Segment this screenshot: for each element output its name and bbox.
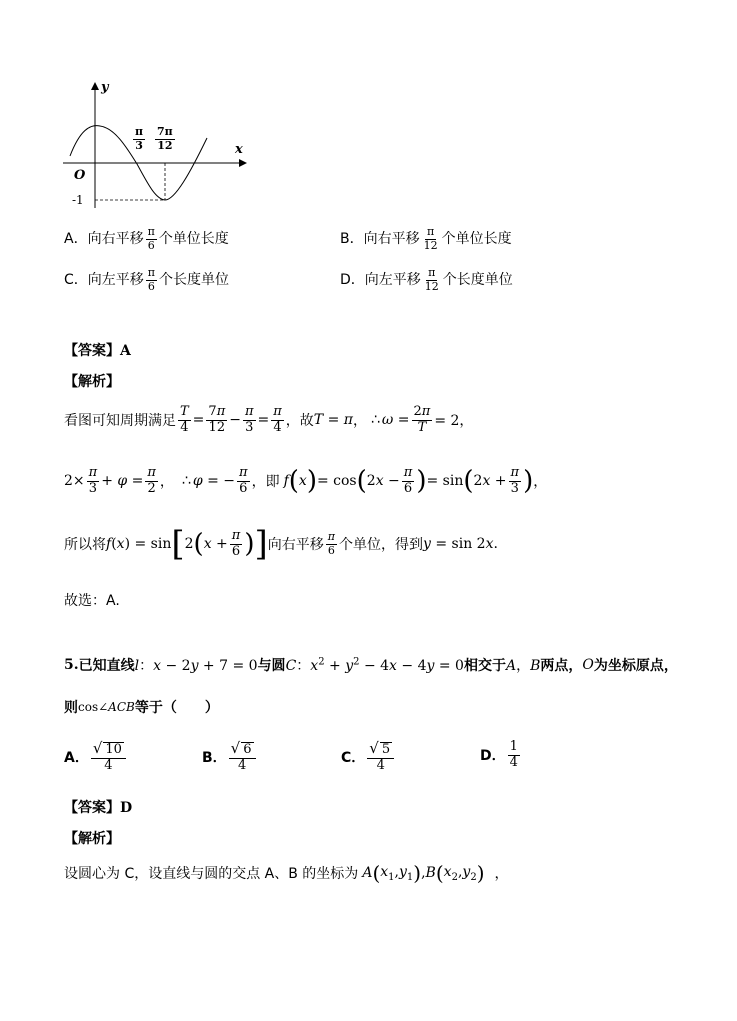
q5-option-a: A． $\frac{√ 10}{4}$: [64, 740, 128, 774]
q5-stem-line2: 则 cos∠ACB 等于（ ）: [64, 700, 219, 716]
origin-label: O: [74, 168, 86, 183]
q5-option-b: B． $\frac{√ 6}{4}$: [202, 740, 258, 774]
q4-analysis-line1: 看图可知周期满足 $\frac{T}{4}$ = $\frac{7\pi}{12}$ − $\frac{\pi}{3}$ = $\frac{\pi}{4}$ ，故 T = π ， ∴ ω = $\frac{2\pi}{T}$ = 2，: [64, 404, 474, 435]
tick-7pi-over-12: $\frac{7\pi}{12}$: [157, 125, 173, 152]
minus-one-label: -1: [72, 193, 84, 207]
x-axis-label: x: [235, 142, 243, 157]
q5-option-d: D． $\frac{1}{4}$: [480, 739, 518, 770]
q5-answer: 【答案】D: [64, 800, 133, 816]
q4-analysis-line3: 所以将 f(x) = sin [ 2 ( x + $\frac{\pi}{6}$ ) ] 向右平移 $\frac{\pi}{6}$ 个单位，得到 y = sin 2x.: [64, 524, 498, 564]
q4-answer: 【答案】A: [64, 343, 131, 359]
q5-option-c: C． $\frac{√ 5}{4}$: [341, 740, 396, 774]
q4-option-a: A．向右平移 $\frac{\pi}{6}$ 个单位长度: [64, 225, 229, 252]
q4-analysis-line2: 2× $\frac{\pi}{3}$ + φ = $\frac{\pi}{2}$ ， ∴ φ = − $\frac{\pi}{6}$ ，即 f ( x ) = cos ( 2x − $\frac{\pi}{6}$ ) = sin ( 2x + $\frac{\pi}{3}$ ) ，: [64, 465, 548, 497]
q5-analysis-label: 【解析】: [64, 831, 120, 847]
q4-option-c: C．向左平移 $\frac{\pi}{6}$ 个长度单位: [64, 266, 230, 293]
q5-stem-line1: 5. 已知直线 l：x − 2y + 7 = 0 与圆 C：$x^2 + y^2 - 4x - 4y = 0$ 相交于 A，B 两点， O 为坐标原点，: [64, 656, 678, 674]
q4-analysis-label: 【解析】: [64, 374, 120, 390]
q4-option-b: B．向右平移 $\frac{\pi}{12}$ 个单位长度: [340, 225, 512, 252]
y-axis-label: y: [101, 80, 109, 95]
tick-pi-over-3: $\frac{\pi}{3}$: [135, 125, 144, 152]
q5-analysis-line1: 设圆心为 C，设直线与圆的交点 A、B 的坐标为 A ( $x_1,y_1$ ) ,B ( $x_2,y_2$ ) ，: [64, 861, 509, 885]
q4-option-d: D．向左平移 $\frac{\pi}{12}$ 个长度单位: [340, 266, 513, 293]
q4-conclusion: 故选：A.: [64, 593, 120, 609]
